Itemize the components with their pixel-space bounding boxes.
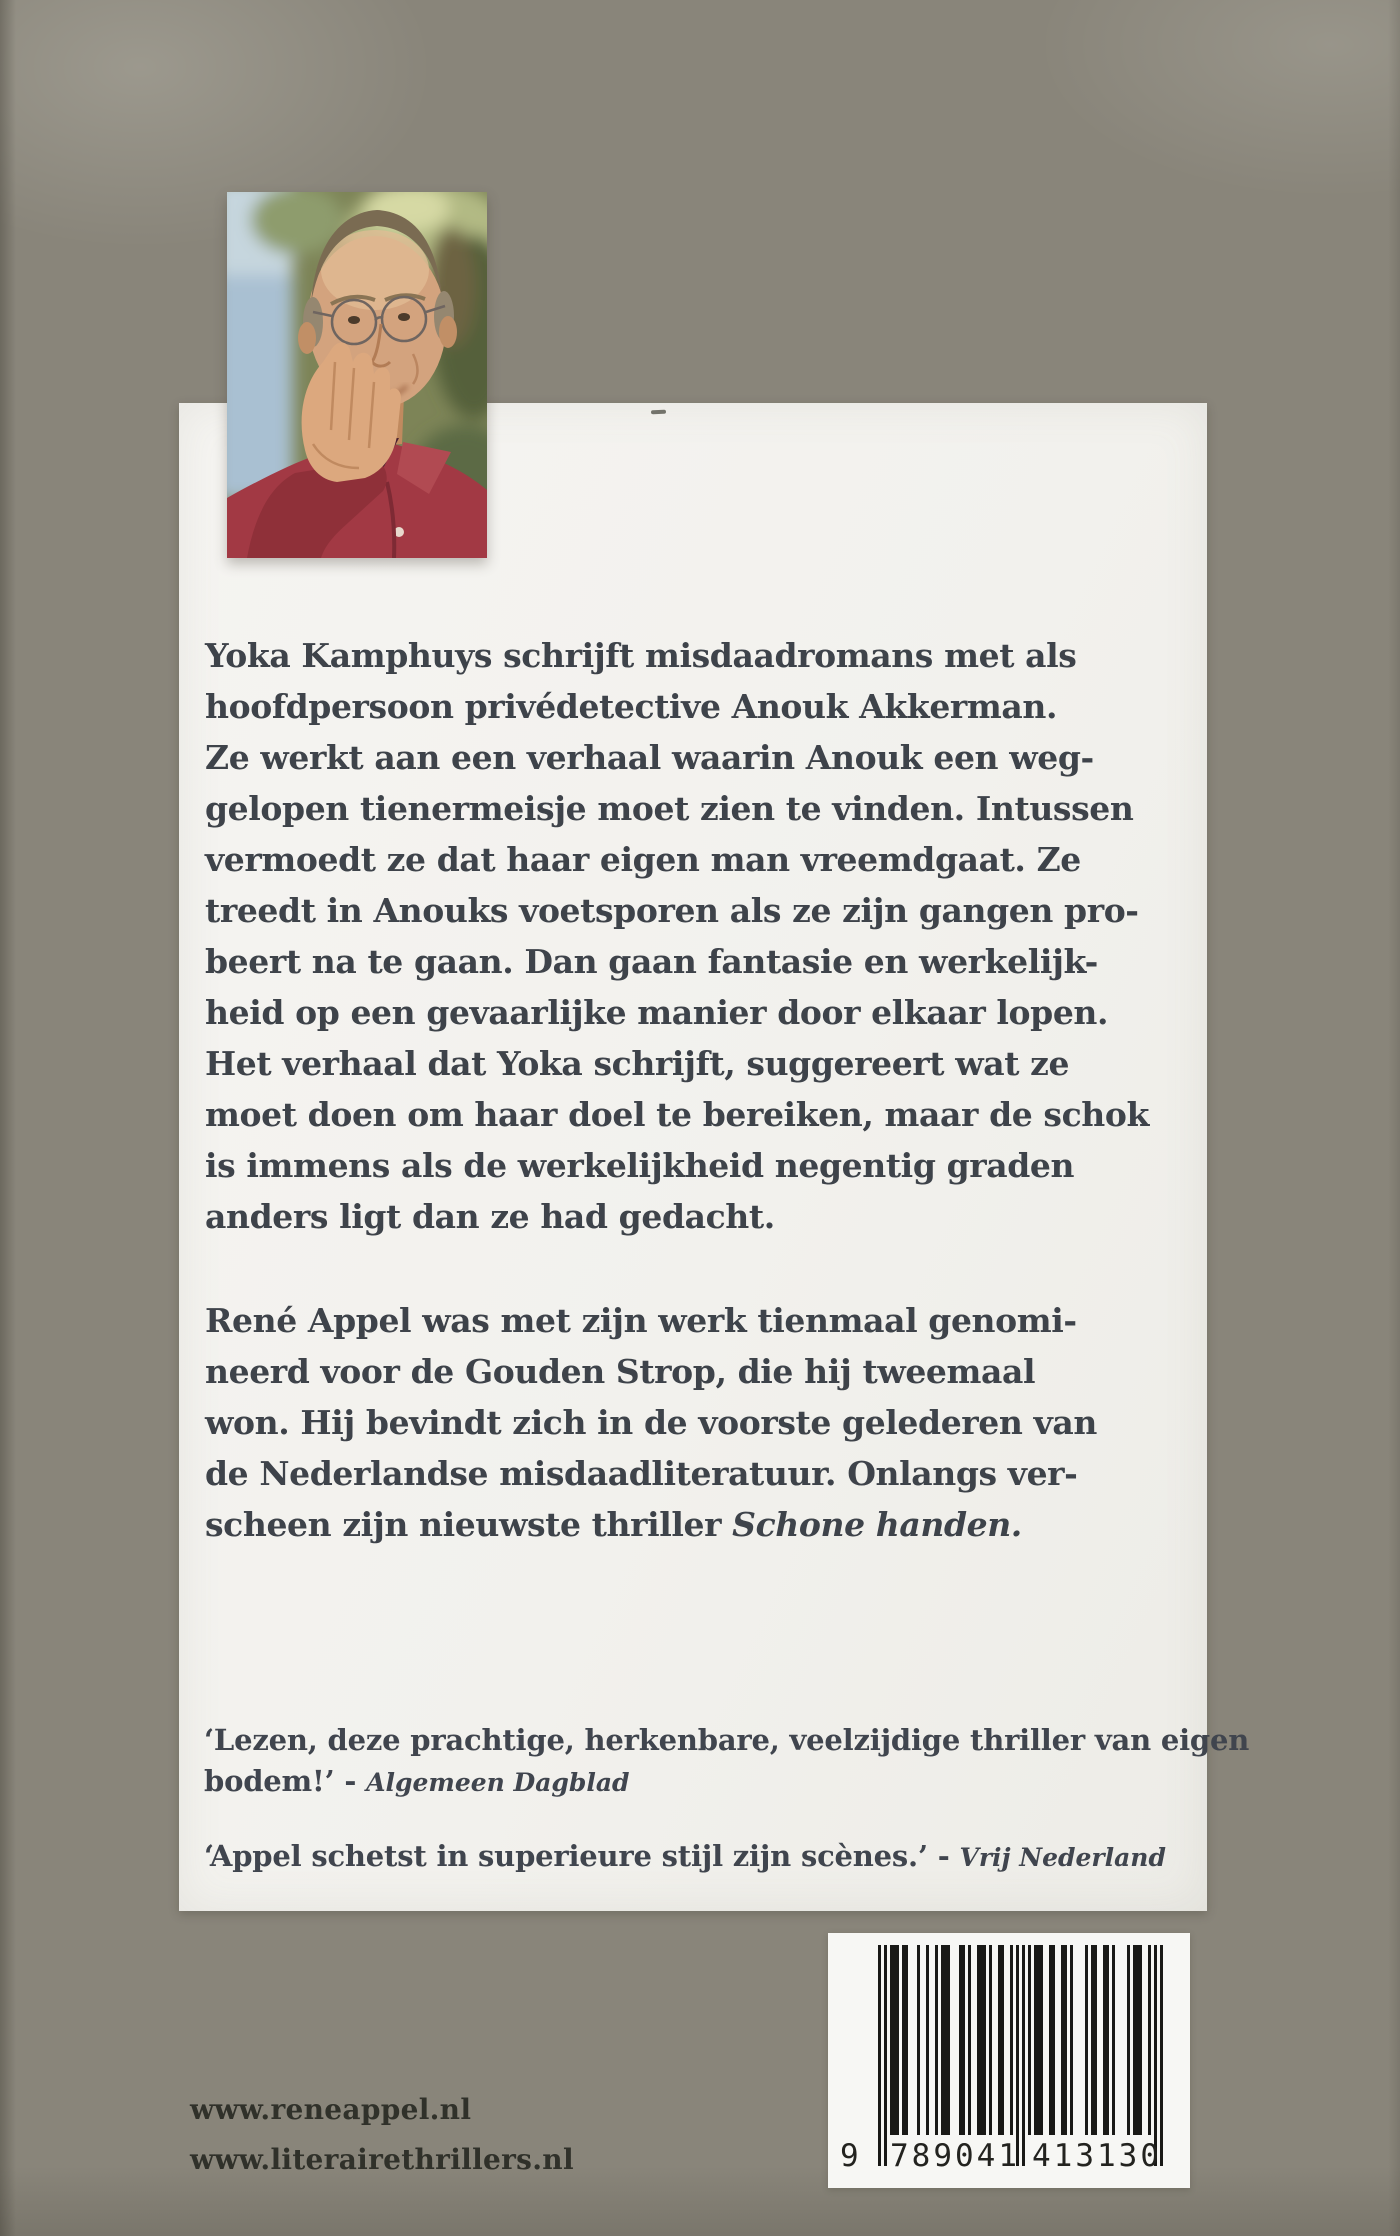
text-line: heid op een gevaarlijke manier door elkaar lopen. bbox=[205, 993, 1109, 1032]
bio-paragraph-rene-lastline bbox=[205, 1499, 1097, 1550]
author-photo-illustration bbox=[227, 192, 487, 558]
text-line: Yoka Kamphuys schrijft misdaadromans met als bbox=[205, 636, 1077, 675]
barcode-bars bbox=[878, 1945, 1163, 2166]
barcode bbox=[828, 1933, 1190, 2188]
quote-text: ‘Lezen, deze prachtige, herkenbare, veelzijdige thriller van eigen bbox=[204, 1723, 1250, 1757]
bio-paragraph-rene-lines bbox=[205, 1295, 1097, 1499]
text-line: www.reneappel.nl bbox=[190, 2093, 472, 2126]
text-line: vermoedt ze dat haar eigen man vreemdgaat. Ze bbox=[205, 840, 1081, 879]
text-line: anders ligt dan ze had gedacht. bbox=[205, 1197, 775, 1236]
bio-paragraph-rene bbox=[205, 1295, 1097, 1550]
text-line: moet doen om haar doel te bereiken, maar de schok bbox=[205, 1095, 1149, 1134]
barcode-digits-left: 789041 bbox=[890, 2138, 1020, 2174]
print-artifact-dash bbox=[651, 410, 666, 415]
quote-text: bodem!’ - bbox=[204, 1764, 367, 1798]
text-line: hoofdpersoon privédetective Anouk Akkerman. bbox=[205, 687, 1058, 726]
text-line: treedt in Anouks voetsporen als ze zijn gangen pro- bbox=[205, 891, 1139, 930]
barcode-module bbox=[1160, 1945, 1163, 2166]
text-line: won. Hij bevindt zich in de voorste gelederen van bbox=[205, 1403, 1097, 1442]
text-line: René Appel was met zijn werk tienmaal genomi- bbox=[205, 1301, 1077, 1340]
book-title-schone-handen: Schone handen. bbox=[732, 1505, 1022, 1544]
quote-text: ‘Appel schetst in superieure stijl zijn scènes.’ - bbox=[204, 1839, 960, 1873]
author-photo bbox=[227, 192, 487, 558]
bio-lastline-plain: scheen zijn nieuwste thriller bbox=[205, 1505, 733, 1544]
barcode-digit-lead: 9 bbox=[840, 2138, 859, 2174]
text-line: www.literairethrillers.nl bbox=[190, 2143, 574, 2176]
text-line: Ze werkt aan een verhaal waarin Anouk een weg- bbox=[205, 738, 1094, 777]
bio-paragraph-yoka bbox=[205, 630, 1149, 1242]
text-line: Het verhaal dat Yoka schrijft, suggereert wat ze bbox=[205, 1044, 1070, 1083]
press-quote-vrij-nederland bbox=[204, 1836, 1166, 1878]
text-line: de Nederlandse misdaadliteratuur. Onlangs ver- bbox=[205, 1454, 1078, 1493]
barcode-digits-right: 413130 bbox=[1032, 2138, 1162, 2174]
text-line: is immens als de werkelijkheid negentig graden bbox=[205, 1146, 1075, 1185]
quote-source-algemeen-dagblad: Algemeen Dagblad bbox=[366, 1768, 630, 1797]
quote-source-vrij-nederland: Vrij Nederland bbox=[959, 1843, 1166, 1872]
quote-line bbox=[204, 1836, 1166, 1878]
quote-line bbox=[204, 1761, 1249, 1803]
text-line: beert na te gaan. Dan gaan fantasie en werkelijk- bbox=[205, 942, 1098, 981]
quote-line bbox=[204, 1720, 1249, 1761]
press-quote-algemeen-dagblad bbox=[204, 1720, 1249, 1803]
footer-urls bbox=[190, 2085, 574, 2185]
text-line: neerd voor de Gouden Strop, die hij tweemaal bbox=[205, 1352, 1036, 1391]
text-line: gelopen tienermeisje moet zien te vinden. Intussen bbox=[205, 789, 1134, 828]
